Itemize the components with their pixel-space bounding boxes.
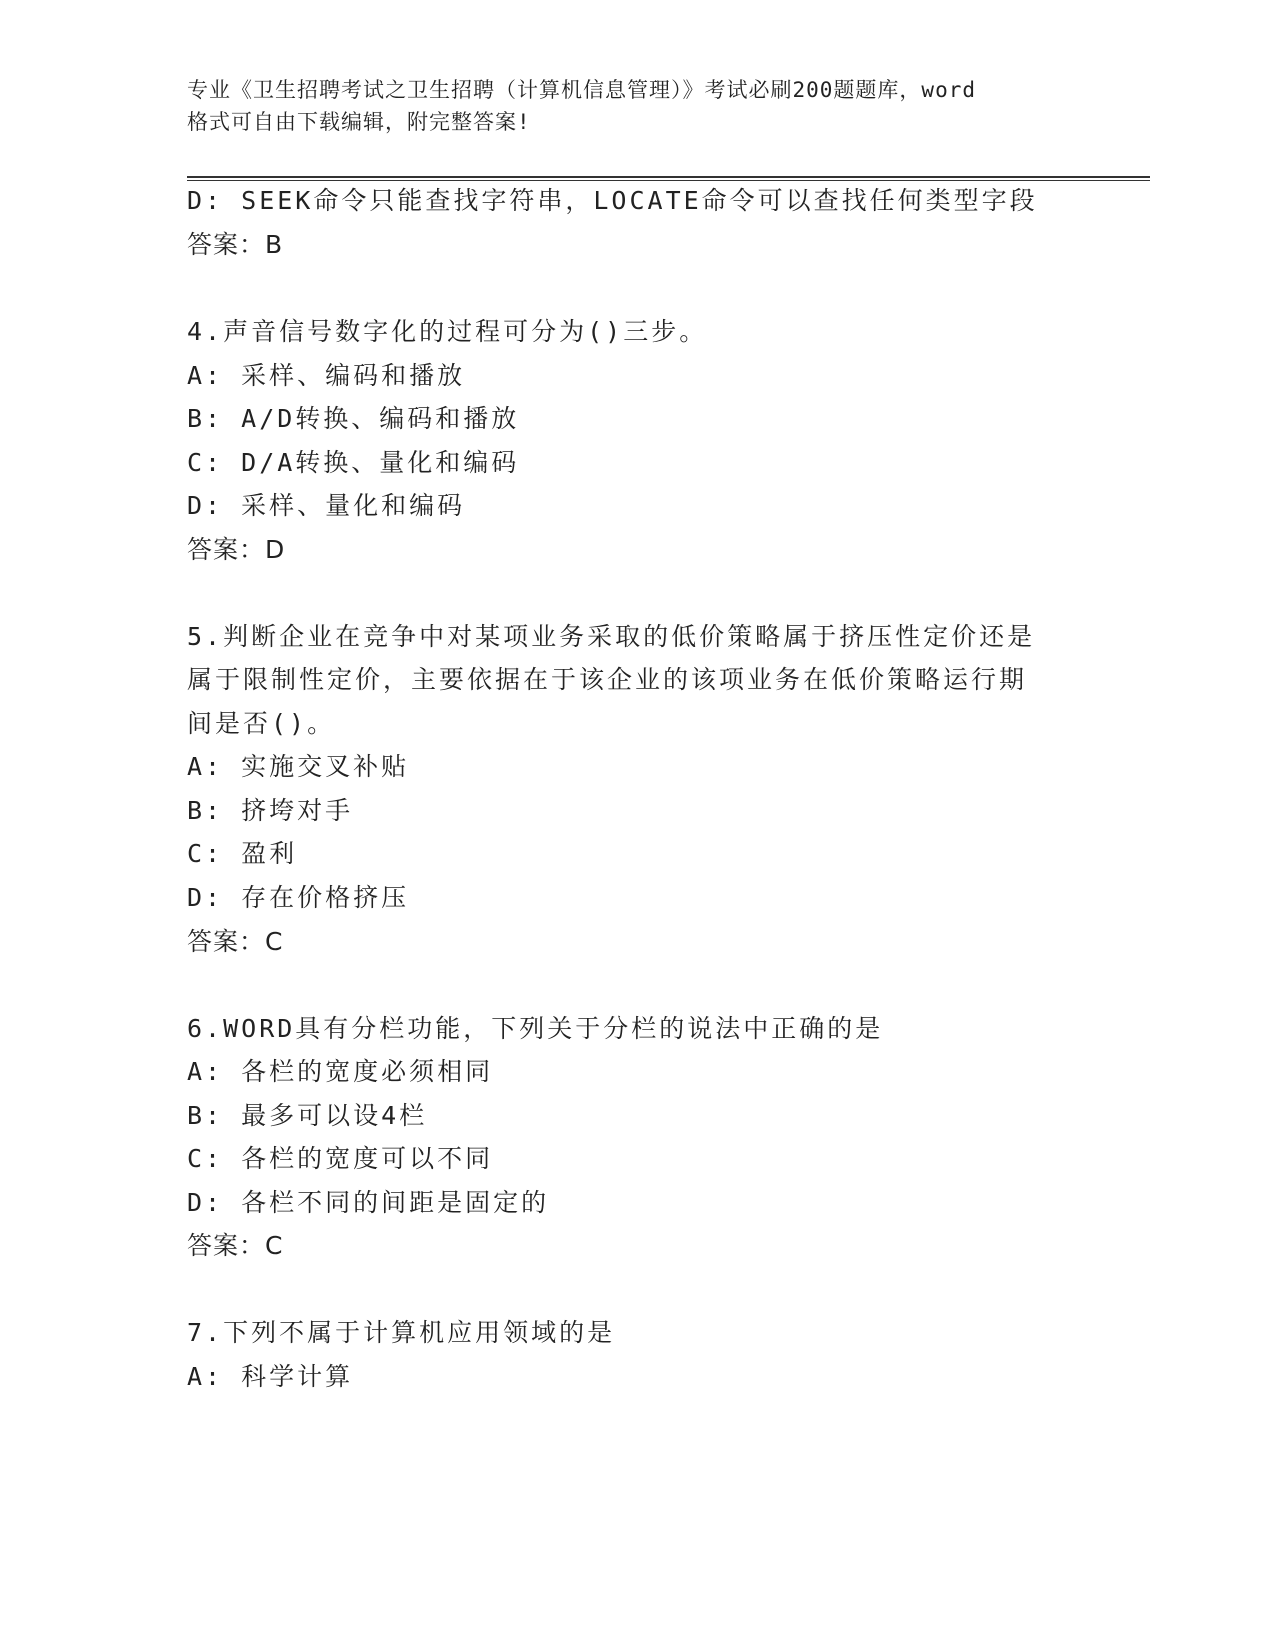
q5-option-d: D: 存在价格挤压 [187, 883, 410, 912]
q4-option-a: A: 采样、编码和播放 [187, 361, 466, 390]
q6-stem: 6.WORD具有分栏功能，下列关于分栏的说法中正确的是 [187, 1014, 884, 1043]
q4-option-b: B: A/D转换、编码和播放 [187, 404, 520, 433]
q5-stem-line-3: 间是否()。 [187, 709, 336, 738]
q5-option-c: C: 盈利 [187, 839, 298, 868]
header-line-1: 专业《卫生招聘考试之卫生招聘（计算机信息管理）》考试必刷200题题库，word [187, 78, 976, 102]
header-line-2: 格式可自由下载编辑，附完整答案! [187, 110, 531, 134]
q7-option-a: A: 科学计算 [187, 1362, 354, 1391]
document-header [187, 74, 1087, 138]
q5-option-a: A: 实施交叉补贴 [187, 752, 410, 781]
q4-stem: 4.声音信号数字化的过程可分为()三步。 [187, 317, 708, 346]
q5-stem-line-1: 5.判断企业在竞争中对某项业务采取的低价策略属于挤压性定价还是 [187, 622, 1036, 651]
q6-option-c: C: 各栏的宽度可以不同 [187, 1144, 494, 1173]
q7-stem: 7.下列不属于计算机应用领域的是 [187, 1318, 616, 1347]
prev-option-d: D: SEEK命令只能查找字符串，LOCATE命令可以查找任何类型字段 [187, 186, 1038, 215]
q6-option-d: D: 各栏不同的间距是固定的 [187, 1188, 550, 1217]
q6-option-a: A: 各栏的宽度必须相同 [187, 1057, 494, 1086]
q5-stem-line-2: 属于限制性定价，主要依据在于该企业的该项业务在低价策略运行期 [187, 665, 1028, 694]
q4-answer: 答案：D [187, 535, 286, 564]
q6-answer: 答案：C [187, 1231, 284, 1260]
header-divider [187, 176, 1150, 181]
q4-option-c: C: D/A转换、量化和编码 [187, 448, 520, 477]
q5-option-b: B: 挤垮对手 [187, 796, 354, 825]
q4-option-d: D: 采样、量化和编码 [187, 491, 466, 520]
q6-option-b: B: 最多可以设4栏 [187, 1101, 428, 1130]
q5-answer: 答案：C [187, 927, 284, 956]
prev-answer: 答案：B [187, 230, 284, 259]
